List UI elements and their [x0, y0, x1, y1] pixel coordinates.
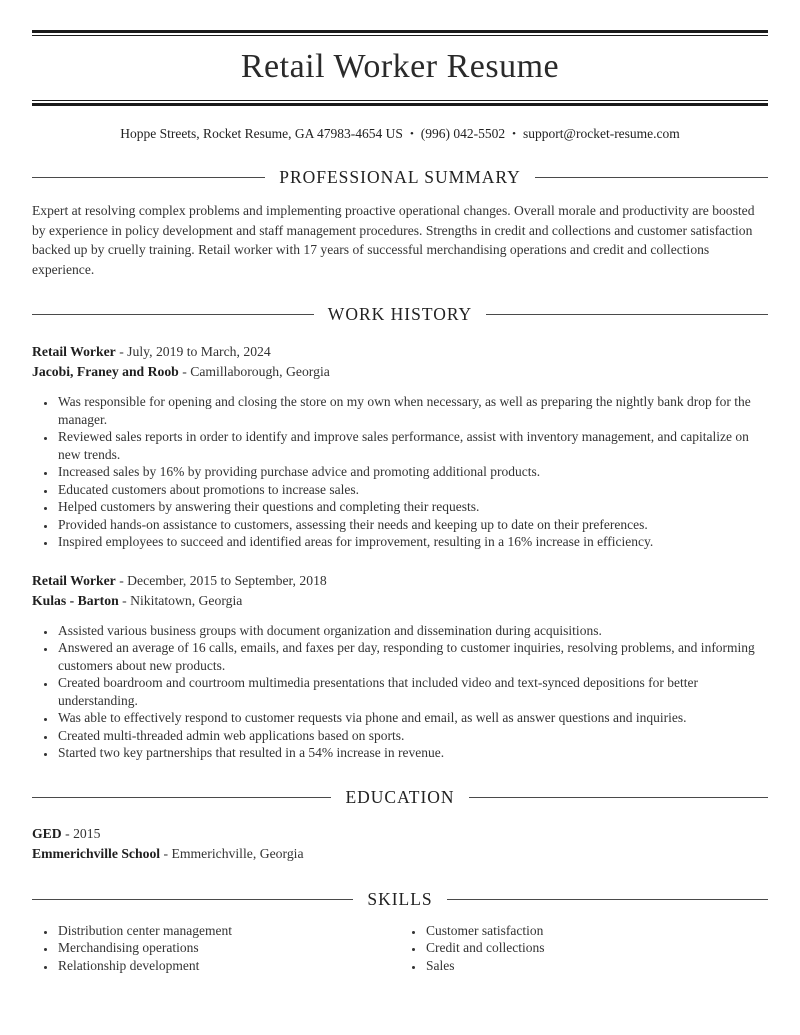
title-top-double-rule: [32, 30, 768, 36]
education-heading-label: EDUCATION: [345, 786, 455, 807]
job-bullet: • Was able to effectively respond to customer requests via phone and email, as well as answer questions and inquiries.: [56, 709, 768, 727]
job-company: Kulas - Barton: [32, 592, 119, 608]
job-dates: December, 2015 to September, 2018: [127, 572, 327, 588]
skill-item: • Relationship development: [56, 957, 400, 975]
dash-separator: -: [122, 592, 127, 608]
work-history-heading-label: WORK HISTORY: [327, 304, 473, 324]
job-bullet: • Educated customers about promotions to increase sales.: [56, 481, 768, 499]
job-bullet: • Increased sales by 16% by providing purchase advice and promoting additional products.: [56, 463, 768, 481]
skills-right-column: [400, 922, 768, 975]
contact-separator-icon: •: [512, 128, 517, 140]
job-bullet: • Helped customers by answering their questions and completing their requests.: [56, 498, 768, 516]
summary-text: Expert at resolving complex problems and implementing proactive operational changes. Overall morale and productivity are boosted by experience in policy development and staff management procedures. Strengths in credit and collections and customer satisfaction backed up by cruelly training. Retail worker with 17 years of successful merchandising operations and credit and collections experience.: [32, 203, 755, 277]
heading-rule-left: [32, 899, 353, 900]
job-company-line: [32, 362, 768, 382]
education-location: Emmerichville, Georgia: [171, 845, 304, 861]
education-entry: [32, 824, 768, 864]
summary-heading-label: PROFESSIONAL SUMMARY: [279, 167, 521, 187]
skill-item: • Credit and collections: [424, 939, 768, 957]
contact-line: [32, 126, 768, 142]
skill-item: • Sales: [424, 957, 768, 975]
job-bullet: • Created boardroom and courtroom multimedia presentations that included video and text-synced depositions for better understanding.: [56, 674, 768, 709]
job-title-line: [32, 342, 768, 362]
education-school: Emmerichville School: [32, 845, 161, 861]
job-title: Retail Worker: [32, 572, 116, 588]
skills-section-heading: [32, 889, 768, 910]
dash-separator: -: [163, 845, 169, 861]
job-bullet: • Was responsible for opening and closing the store on my own when necessary, as well as preparing the nightly bank drop for the manager.: [56, 393, 768, 428]
heading-rule-right: [535, 177, 768, 178]
job-location: Nikitatown, Georgia: [130, 592, 243, 608]
job-bullet: • Created multi-threaded admin web applications based on sports.: [56, 727, 768, 745]
contact-email: support@rocket-resume.com: [523, 126, 680, 141]
heading-rule-right: [469, 797, 768, 798]
job-bullet: • Provided hands-on assistance to customers, assessing their needs and keeping up to date on their preferences.: [56, 516, 768, 534]
skill-item: • Customer satisfaction: [424, 922, 768, 940]
job-bullet-list: [32, 622, 768, 762]
job-title: Retail Worker: [32, 344, 116, 359]
job-bullet: • Inspired employees to succeed and identified areas for improvement, resulting in a 16% increase in efficiency.: [56, 533, 768, 551]
education-school-line: [32, 844, 768, 864]
job-title-line: [32, 571, 768, 591]
job-entry: [32, 342, 768, 551]
heading-rule-left: [32, 177, 265, 178]
education-degree-line: [32, 824, 768, 844]
job-bullet-list: [32, 393, 768, 551]
dash-separator: -: [119, 344, 124, 359]
dash-separator: -: [65, 825, 70, 841]
summary-section-heading: [32, 167, 768, 188]
job-bullet: • Started two key partnerships that resulted in a 54% increase in revenue.: [56, 744, 768, 762]
job-company-line: [32, 591, 768, 611]
heading-rule-left: [32, 314, 314, 315]
education-section-heading: [32, 787, 768, 808]
title-bottom-double-rule: [32, 100, 768, 106]
contact-phone: (996) 042-5502: [420, 126, 506, 141]
skills-left-column: [32, 922, 400, 975]
work-history-section-heading: [32, 304, 768, 325]
job-bullet: • Assisted various business groups with document organization and dissemination during acquisitions.: [56, 622, 768, 640]
job-bullet: • Reviewed sales reports in order to identify and improve sales performance, assist with inventory management, and capitalize on new trends.: [56, 428, 768, 463]
job-company: Jacobi, Franey and Roob: [32, 364, 179, 379]
job-bullet: • Answered an average of 16 calls, emails, and faxes per day, responding to customer inquiries, resolving problems, and informing customers about new products.: [56, 639, 768, 674]
skills-heading-label: SKILLS: [367, 888, 433, 909]
dash-separator: -: [182, 364, 187, 379]
skill-item: • Merchandising operations: [56, 939, 400, 957]
skill-item: • Distribution center management: [56, 922, 400, 940]
education-degree: GED: [32, 825, 62, 841]
education-year: 2015: [73, 825, 101, 841]
dash-separator: -: [119, 572, 124, 588]
page-title: Retail Worker Resume: [240, 48, 560, 85]
heading-rule-right: [486, 314, 768, 315]
job-entry: [32, 571, 768, 762]
heading-rule-right: [447, 899, 768, 900]
contact-address: Hoppe Streets, Rocket Resume, GA 47983-4654 US: [120, 126, 403, 141]
job-dates: July, 2019 to March, 2024: [127, 344, 271, 359]
skills-columns: [32, 920, 768, 975]
heading-rule-left: [32, 797, 331, 798]
contact-separator-icon: •: [409, 128, 414, 140]
job-location: Camillaborough, Georgia: [190, 364, 330, 379]
